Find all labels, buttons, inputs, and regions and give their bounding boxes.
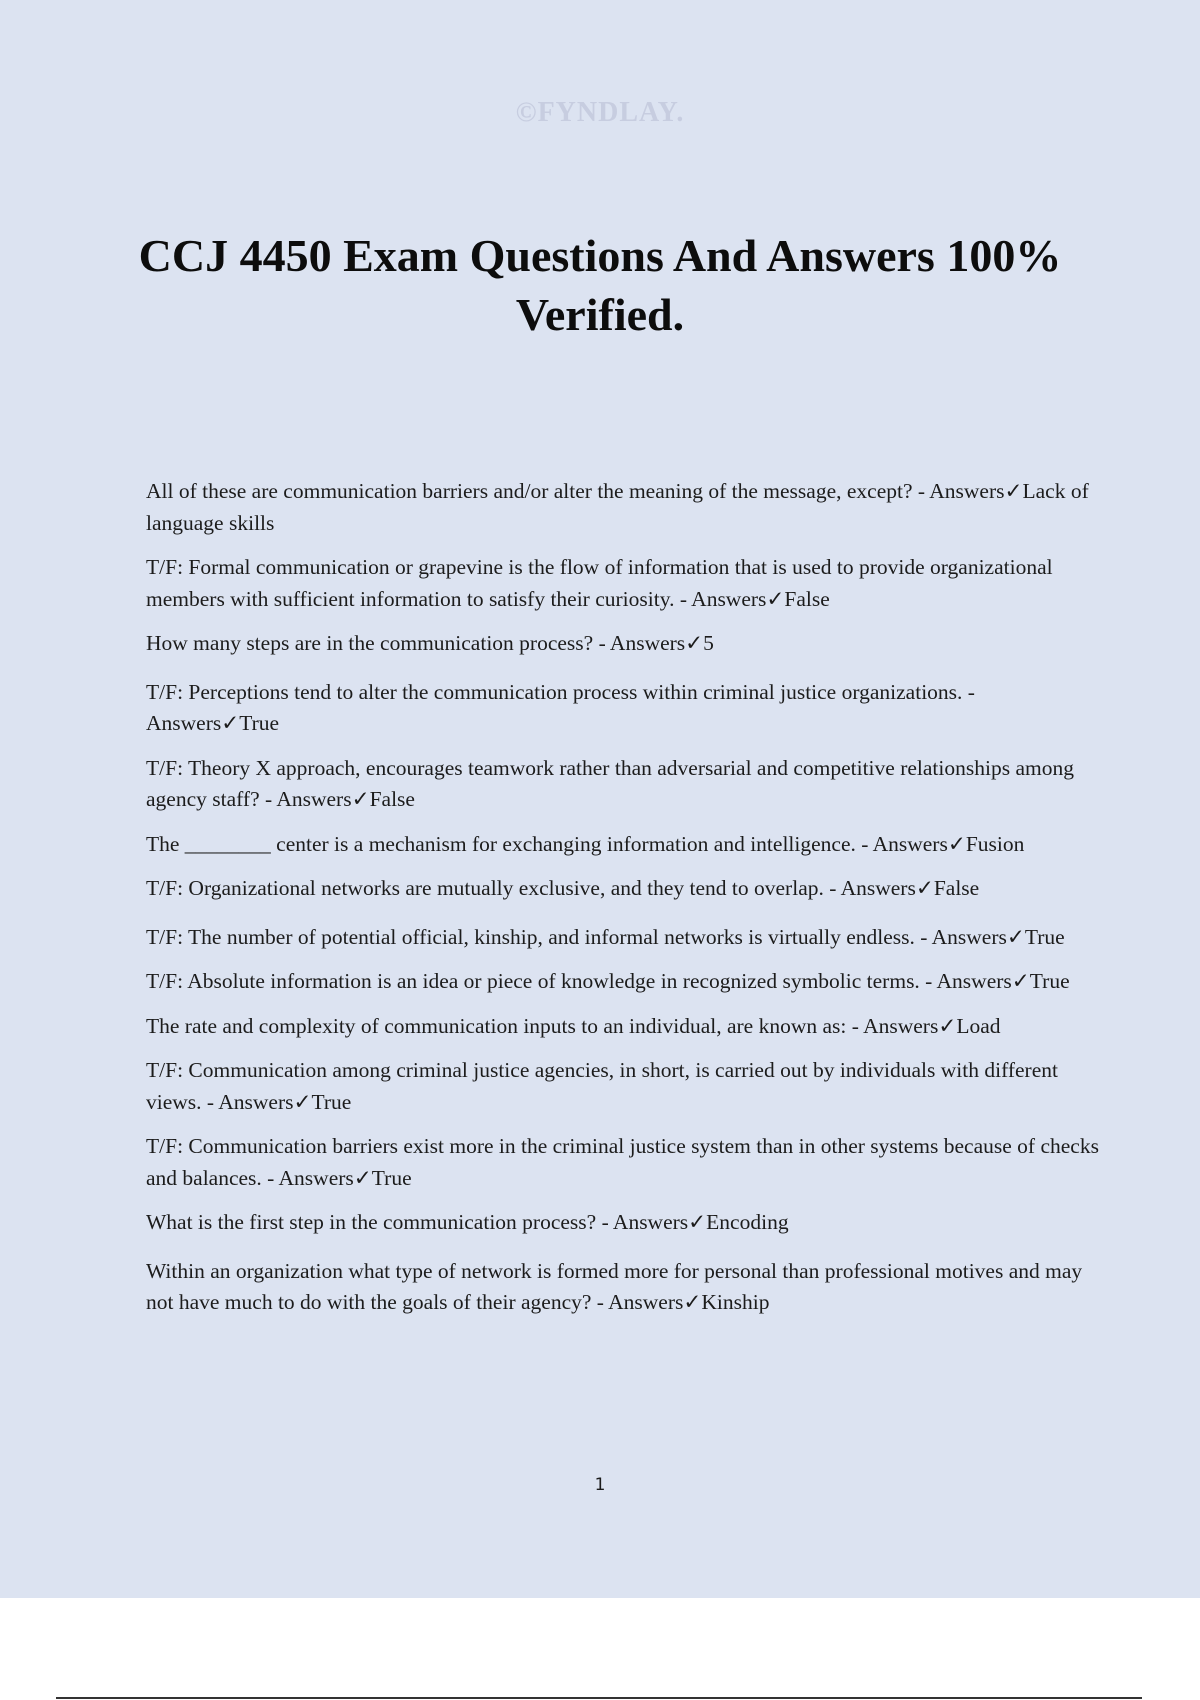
qa-item-3: How many steps are in the communication process? - Answers✓5 — [146, 631, 714, 655]
qa-item-7: T/F: Organizational networks are mutually exclusive, and they tend to overlap. - Answers✓False — [146, 876, 980, 900]
qa-item-11: T/F: Communication among criminal justice agencies, in short, is carried out by individuals with different views. - Answers✓True — [146, 1058, 1058, 1114]
qa-item-6: The ________ center is a mechanism for exchanging information and intelligence. - Answers✓Fusion — [146, 831, 1025, 856]
qa-item-1: All of these are communication barriers and/or alter the meaning of the message, except? - Answers✓Lack of language skills — [146, 479, 1089, 535]
document-title: CCJ 4450 Exam Questions And Answers 100% Verified. — [138, 230, 1062, 340]
qa-item-8: T/F: The number of potential official, kinship, and informal networks is virtually endless. - Answers✓True — [146, 924, 1065, 949]
qa-item-12: T/F: Communication barriers exist more in the criminal justice system than in other systems because of checks and balances. - Answers✓True — [146, 1134, 1099, 1190]
qa-item-9: T/F: Absolute information is an idea or piece of knowledge in recognized symbolic terms. - Answers✓True — [146, 969, 1070, 993]
question-answer-list — [146, 476, 1101, 1332]
qa-item-13: What is the first step in the communication process? - Answers✓Encoding — [146, 1210, 789, 1234]
qa-item-5: T/F: Theory X approach, encourages teamwork rather than adversarial and competitive relationships among agency staff? - Answers✓False — [146, 755, 1074, 811]
bottom-divider — [56, 1697, 1142, 1699]
qa-item-4: T/F: Perceptions tend to alter the communication process within criminal justice organizations. - Answers✓True — [146, 679, 975, 735]
page-number: 1 — [594, 1475, 606, 1495]
watermark: ©FYNDLAY. — [515, 97, 685, 128]
qa-item-14: Within an organization what type of network is formed more for personal than professional motives and may not have much to do with the goals of their agency? - Answers✓Kinship — [146, 1258, 1083, 1314]
qa-item-10: The rate and complexity of communication inputs to an individual, are known as: - Answers✓Load — [146, 1013, 1001, 1038]
qa-item-2: T/F: Formal communication or grapevine is the flow of information that is used to provide organizational members with sufficient information to satisfy their curiosity. - Answers✓False — [146, 555, 1053, 611]
